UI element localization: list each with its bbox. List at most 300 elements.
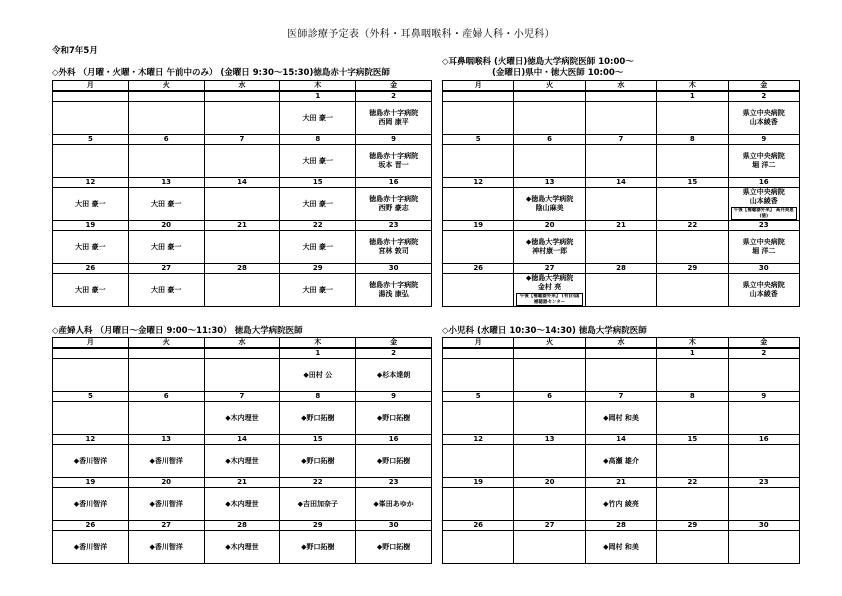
doctor-entry: ◆野口拓樹 xyxy=(376,456,411,465)
date-cell: 8 xyxy=(657,392,728,402)
schedule-cell xyxy=(53,231,129,264)
doctor-entry: ◆徳島大学病院 xyxy=(525,238,574,246)
date-cell: 26 xyxy=(53,264,129,274)
doctor-entry: ◆徳島大学病院 xyxy=(525,195,574,203)
doctor-entry: ◆田村 公 xyxy=(303,370,333,379)
date-row xyxy=(53,392,432,402)
date-cell: 29 xyxy=(657,264,728,274)
date-cell xyxy=(128,91,204,102)
schedule-cell xyxy=(514,188,585,221)
schedule-cell xyxy=(356,231,432,264)
schedule-cell xyxy=(280,274,356,307)
doctor-entry: ◆野口拓樹 xyxy=(376,413,411,422)
date-cell: 28 xyxy=(585,521,656,531)
date-cell: 15 xyxy=(280,435,356,445)
weekday-header: 木 xyxy=(280,81,356,92)
schedule-cell xyxy=(728,402,799,435)
doctor-entry: 陰山麻美 xyxy=(535,204,564,212)
schedule-cell xyxy=(728,188,799,221)
doctor-entry: 山本綾香 xyxy=(749,197,778,205)
date-cell: 20 xyxy=(514,478,585,488)
entry-row xyxy=(443,531,800,564)
date-cell: 5 xyxy=(53,392,129,402)
surgery-calendar xyxy=(52,80,432,307)
doctor-entry: 堀 洋二 xyxy=(752,161,776,169)
schedule-cell xyxy=(514,402,585,435)
schedule-cell xyxy=(728,445,799,478)
weekday-header-row xyxy=(53,81,432,92)
date-cell: 9 xyxy=(356,135,432,145)
date-cell: 29 xyxy=(280,264,356,274)
schedule-cell xyxy=(585,445,656,478)
schedule-cell xyxy=(204,488,280,521)
entry-row xyxy=(53,531,432,564)
doctor-entry: ◆徳島大学病院 xyxy=(525,274,574,282)
date-cell: 9 xyxy=(728,135,799,145)
month-label: 令和7年5月 xyxy=(52,46,98,56)
date-row xyxy=(53,348,432,359)
date-row xyxy=(53,135,432,145)
date-cell: 13 xyxy=(514,178,585,188)
schedule-cell xyxy=(514,231,585,264)
date-cell: 22 xyxy=(280,221,356,231)
schedule-cell xyxy=(356,531,432,564)
doctor-entry: 県立中央病院 xyxy=(742,188,785,196)
schedule-cell xyxy=(657,102,728,135)
entry-row xyxy=(53,402,432,435)
date-cell: 21 xyxy=(585,478,656,488)
schedule-cell xyxy=(514,488,585,521)
schedule-cell xyxy=(204,359,280,392)
date-cell: 7 xyxy=(585,135,656,145)
schedule-cell xyxy=(585,274,656,307)
schedule-cell xyxy=(356,145,432,178)
date-row xyxy=(53,91,432,102)
schedule-cell xyxy=(585,145,656,178)
date-cell: 22 xyxy=(280,478,356,488)
obgyn-calendar xyxy=(52,337,432,564)
entry-row xyxy=(53,231,432,264)
weekday-header: 火 xyxy=(514,81,585,92)
date-cell: 1 xyxy=(280,91,356,102)
schedule-cell xyxy=(657,402,728,435)
pediatrics-heading: ◇小児科 (水曜日 10:30～14:30) 徳島大学病院医師 xyxy=(442,326,647,336)
schedule-cell xyxy=(128,488,204,521)
doctor-entry: ◆吉田加奈子 xyxy=(297,499,338,508)
date-cell: 26 xyxy=(443,264,514,274)
schedule-cell xyxy=(204,145,280,178)
doctor-entry: 大田 豪一 xyxy=(302,199,333,208)
schedule-cell xyxy=(443,488,514,521)
doctor-entry: 県立中央病院 xyxy=(742,109,785,117)
doctor-entry: 大田 豪一 xyxy=(302,285,333,294)
doctor-entry: ◆香川智洋 xyxy=(73,499,108,508)
ent-heading-line2: (金曜日)県中・徳大医師 10:00～ xyxy=(492,68,624,78)
date-row xyxy=(53,521,432,531)
doctor-entry: 西岡 康平 xyxy=(378,118,409,126)
date-cell: 21 xyxy=(204,221,280,231)
date-cell: 19 xyxy=(443,478,514,488)
date-cell: 1 xyxy=(657,348,728,359)
weekday-header: 火 xyxy=(128,81,204,92)
doctor-entry: ◆野口拓樹 xyxy=(376,542,411,551)
date-cell: 20 xyxy=(128,478,204,488)
entry-row xyxy=(443,488,800,521)
date-cell: 27 xyxy=(128,521,204,531)
schedule-cell xyxy=(128,274,204,307)
doctor-entry: 大田 豪一 xyxy=(75,242,106,251)
doctor-entry: 大田 豪一 xyxy=(302,156,333,165)
schedule-cell xyxy=(356,445,432,478)
date-cell: 27 xyxy=(514,521,585,531)
schedule-cell xyxy=(280,359,356,392)
date-cell: 21 xyxy=(204,478,280,488)
schedule-cell xyxy=(514,359,585,392)
date-row xyxy=(53,478,432,488)
doctor-entry: ◆岡村 和美 xyxy=(603,413,639,422)
doctor-entry: 徳島赤十字病院 xyxy=(369,281,419,289)
date-cell: 12 xyxy=(443,178,514,188)
schedule-cell xyxy=(728,274,799,307)
date-cell: 26 xyxy=(53,521,129,531)
date-cell: 13 xyxy=(514,435,585,445)
date-cell: 13 xyxy=(128,178,204,188)
date-cell: 7 xyxy=(204,135,280,145)
date-cell: 19 xyxy=(443,221,514,231)
schedule-cell xyxy=(53,188,129,221)
date-row xyxy=(53,178,432,188)
date-cell: 5 xyxy=(443,392,514,402)
entry-row xyxy=(53,359,432,392)
schedule-cell xyxy=(443,188,514,221)
date-cell: 23 xyxy=(728,478,799,488)
date-cell xyxy=(53,348,129,359)
schedule-cell xyxy=(53,102,129,135)
schedule-cell xyxy=(128,145,204,178)
date-cell: 15 xyxy=(657,178,728,188)
weekday-header: 木 xyxy=(657,338,728,349)
date-cell: 8 xyxy=(657,135,728,145)
doctor-entry: ◆木内理世 xyxy=(225,456,259,465)
doctor-entry: ◆香川智洋 xyxy=(149,542,183,551)
doctor-entry: 大田 豪一 xyxy=(150,285,182,294)
schedule-cell xyxy=(53,445,129,478)
doctor-entry: ◆香川智洋 xyxy=(73,542,108,551)
date-cell: 19 xyxy=(53,221,129,231)
schedule-cell xyxy=(128,445,204,478)
schedule-cell xyxy=(585,402,656,435)
date-row xyxy=(443,521,800,531)
doctor-entry: 県立中央病院 xyxy=(742,238,785,246)
date-cell: 27 xyxy=(128,264,204,274)
doctor-entry: ◆杉本達朗 xyxy=(376,370,411,379)
date-cell xyxy=(204,91,280,102)
doctor-entry: ◆木内理世 xyxy=(225,499,259,508)
schedule-cell xyxy=(280,145,356,178)
weekday-header: 月 xyxy=(443,338,514,349)
schedule-cell xyxy=(204,402,280,435)
doctor-entry: 金村 亮 xyxy=(537,283,562,291)
date-cell xyxy=(443,91,514,102)
schedule-cell xyxy=(53,531,129,564)
date-cell: 22 xyxy=(657,221,728,231)
schedule-cell xyxy=(356,188,432,221)
date-row xyxy=(443,91,800,102)
schedule-cell xyxy=(128,402,204,435)
date-cell: 14 xyxy=(585,178,656,188)
date-cell: 29 xyxy=(280,521,356,531)
schedule-cell xyxy=(280,188,356,221)
date-cell: 14 xyxy=(204,178,280,188)
schedule-cell xyxy=(657,188,728,221)
page-title: 医師診療予定表（外科・耳鼻咽喉科・産婦人科・小児科） xyxy=(287,29,555,40)
schedule-cell xyxy=(443,402,514,435)
doctor-entry: ◆峯田あゆか xyxy=(373,499,414,508)
schedule-cell xyxy=(585,488,656,521)
schedule-cell xyxy=(280,445,356,478)
date-row xyxy=(443,264,800,274)
doctor-entry: 大田 豪一 xyxy=(302,242,333,251)
date-cell: 2 xyxy=(356,348,432,359)
doctor-entry: 県立中央病院 xyxy=(742,152,785,160)
schedule-cell xyxy=(443,359,514,392)
doctor-entry: 徳島赤十字病院 xyxy=(369,109,419,117)
schedule-cell xyxy=(657,274,728,307)
date-cell: 7 xyxy=(585,392,656,402)
weekday-header: 月 xyxy=(443,81,514,92)
schedule-cell xyxy=(728,231,799,264)
doctor-entry: 徳島赤十字病院 xyxy=(369,152,419,160)
schedule-cell xyxy=(585,188,656,221)
schedule-cell xyxy=(280,231,356,264)
date-cell: 1 xyxy=(657,91,728,102)
entry-row xyxy=(53,274,432,307)
entry-row xyxy=(443,402,800,435)
schedule-cell xyxy=(356,402,432,435)
schedule-cell xyxy=(728,145,799,178)
schedule-cell xyxy=(728,359,799,392)
schedule-cell xyxy=(53,274,129,307)
date-row xyxy=(443,348,800,359)
date-row xyxy=(443,478,800,488)
doctor-entry: ◆高瀬 雄介 xyxy=(603,456,639,465)
date-cell: 29 xyxy=(657,521,728,531)
date-cell xyxy=(514,348,585,359)
schedule-cell xyxy=(128,531,204,564)
entry-row xyxy=(443,274,800,307)
date-cell: 16 xyxy=(356,178,432,188)
date-cell: 22 xyxy=(657,478,728,488)
date-cell: 30 xyxy=(356,264,432,274)
date-row xyxy=(443,135,800,145)
schedule-cell xyxy=(53,402,129,435)
entry-row xyxy=(443,145,800,178)
date-cell: 1 xyxy=(280,348,356,359)
date-cell: 21 xyxy=(585,221,656,231)
schedule-cell xyxy=(443,531,514,564)
date-cell: 12 xyxy=(53,178,129,188)
obgyn-heading: ◇産婦人科 （月曜日～金曜日 9:00～11:30） 徳島大学病院医師 xyxy=(52,326,303,336)
schedule-cell xyxy=(128,102,204,135)
weekday-header: 木 xyxy=(280,338,356,349)
date-row xyxy=(443,178,800,188)
date-cell xyxy=(585,348,656,359)
schedule-cell xyxy=(443,274,514,307)
date-cell: 6 xyxy=(128,392,204,402)
doctor-entry: ◆竹内 綾亮 xyxy=(603,499,639,508)
entry-row xyxy=(53,102,432,135)
date-cell xyxy=(128,348,204,359)
date-cell: 5 xyxy=(443,135,514,145)
weekday-header: 水 xyxy=(585,81,656,92)
date-cell: 16 xyxy=(728,435,799,445)
schedule-cell xyxy=(585,359,656,392)
weekday-header: 水 xyxy=(585,338,656,349)
doctor-entry: 県立中央病院 xyxy=(742,281,785,289)
weekday-header: 水 xyxy=(204,81,280,92)
weekday-header-row xyxy=(443,338,800,349)
date-cell: 28 xyxy=(204,264,280,274)
ent-heading xyxy=(442,57,634,79)
schedule-cell xyxy=(128,188,204,221)
doctor-entry: ◆野口拓樹 xyxy=(301,413,335,422)
pediatrics-calendar xyxy=(442,337,800,564)
schedule-cell xyxy=(657,445,728,478)
surgery-heading: ◇外科 （月曜・火曜・木曜日 午前中のみ） (金曜日 9:30～15:30)徳島赤十字病院医師 xyxy=(52,68,390,78)
date-cell xyxy=(585,91,656,102)
schedule-cell xyxy=(585,231,656,264)
date-cell: 28 xyxy=(204,521,280,531)
doctor-entry: ◆香川智洋 xyxy=(149,456,183,465)
date-cell: 6 xyxy=(514,135,585,145)
date-cell: 5 xyxy=(53,135,129,145)
schedule-cell xyxy=(443,145,514,178)
schedule-cell xyxy=(204,445,280,478)
ent-calendar xyxy=(442,80,800,307)
weekday-header: 火 xyxy=(128,338,204,349)
entry-row xyxy=(53,145,432,178)
doctor-entry: 西野 豪志 xyxy=(378,204,409,212)
date-cell: 30 xyxy=(728,521,799,531)
date-cell: 16 xyxy=(728,178,799,188)
schedule-cell xyxy=(514,531,585,564)
schedule-cell xyxy=(728,102,799,135)
schedule-cell xyxy=(356,359,432,392)
date-cell: 9 xyxy=(728,392,799,402)
date-cell: 26 xyxy=(443,521,514,531)
doctor-entry: 坂本 晋一 xyxy=(378,161,409,169)
schedule-cell xyxy=(657,359,728,392)
schedule-cell xyxy=(280,531,356,564)
weekday-header: 金 xyxy=(356,81,432,92)
doctor-entry: 大田 豪一 xyxy=(75,199,106,208)
weekday-header: 木 xyxy=(657,81,728,92)
hearing-aid-clinic-note: 午後【補聴器外来】 高井美恵(徳) xyxy=(731,207,797,220)
doctor-entry: 大田 豪一 xyxy=(75,285,106,294)
date-cell: 2 xyxy=(728,348,799,359)
schedule-cell xyxy=(657,231,728,264)
doctor-entry: ◆木内理世 xyxy=(225,542,259,551)
schedule-cell xyxy=(356,274,432,307)
entry-row xyxy=(443,102,800,135)
schedule-cell xyxy=(356,488,432,521)
date-cell: 12 xyxy=(53,435,129,445)
date-cell: 6 xyxy=(128,135,204,145)
date-cell xyxy=(204,348,280,359)
date-cell: 13 xyxy=(128,435,204,445)
date-cell: 15 xyxy=(280,178,356,188)
entry-row xyxy=(443,231,800,264)
schedule-cell xyxy=(280,488,356,521)
entry-row xyxy=(443,445,800,478)
doctor-entry: 大田 豪一 xyxy=(150,242,182,251)
date-row xyxy=(53,221,432,231)
doctor-entry: ◆香川智洋 xyxy=(73,456,108,465)
schedule-cell xyxy=(204,531,280,564)
date-cell xyxy=(53,91,129,102)
date-cell: 14 xyxy=(204,435,280,445)
date-cell: 23 xyxy=(356,221,432,231)
schedule-cell xyxy=(514,445,585,478)
date-cell: 15 xyxy=(657,435,728,445)
date-cell: 2 xyxy=(728,91,799,102)
schedule-cell xyxy=(204,102,280,135)
hearing-aid-clinic-note: 午後【補聴器外来】 (有)四国補聴器センター xyxy=(516,293,582,306)
doctor-entry: 山本綾香 xyxy=(749,118,778,126)
schedule-cell xyxy=(204,274,280,307)
date-cell: 2 xyxy=(356,91,432,102)
doctor-entry: ◆野口拓樹 xyxy=(301,456,335,465)
schedule-cell xyxy=(514,102,585,135)
schedule-cell xyxy=(514,145,585,178)
schedule-cell xyxy=(585,102,656,135)
doctor-entry: 湯浅 康弘 xyxy=(378,290,409,298)
date-cell: 23 xyxy=(356,478,432,488)
date-row xyxy=(53,435,432,445)
weekday-header: 金 xyxy=(356,338,432,349)
schedule-cell xyxy=(128,231,204,264)
date-cell: 7 xyxy=(204,392,280,402)
schedule-cell xyxy=(514,274,585,307)
entry-row xyxy=(53,188,432,221)
doctor-entry: 山本綾香 xyxy=(749,290,778,298)
weekday-header-row xyxy=(53,338,432,349)
schedule-cell xyxy=(356,102,432,135)
doctor-entry: 堀 洋二 xyxy=(752,247,776,255)
doctor-entry: 徳島赤十字病院 xyxy=(369,238,419,246)
doctor-entry: 神村康一郎 xyxy=(532,247,568,255)
schedule-cell xyxy=(657,145,728,178)
schedule-cell xyxy=(53,145,129,178)
date-cell: 27 xyxy=(514,264,585,274)
date-cell: 8 xyxy=(280,135,356,145)
schedule-cell xyxy=(443,231,514,264)
weekday-header: 月 xyxy=(53,81,129,92)
schedule-cell xyxy=(443,445,514,478)
date-cell: 23 xyxy=(728,221,799,231)
schedule-cell xyxy=(204,188,280,221)
date-cell: 16 xyxy=(356,435,432,445)
date-row xyxy=(443,392,800,402)
doctor-entry: 宮林 敦司 xyxy=(378,247,409,255)
weekday-header: 月 xyxy=(53,338,129,349)
schedule-cell xyxy=(657,531,728,564)
date-cell: 20 xyxy=(514,221,585,231)
doctor-entry: 大田 豪一 xyxy=(150,199,182,208)
doctor-entry: ◆香川智洋 xyxy=(149,499,183,508)
date-cell: 9 xyxy=(356,392,432,402)
ent-heading-line1: ◇耳鼻咽喉科 (火曜日)徳島大学病院医師 10:00～ xyxy=(442,57,634,67)
